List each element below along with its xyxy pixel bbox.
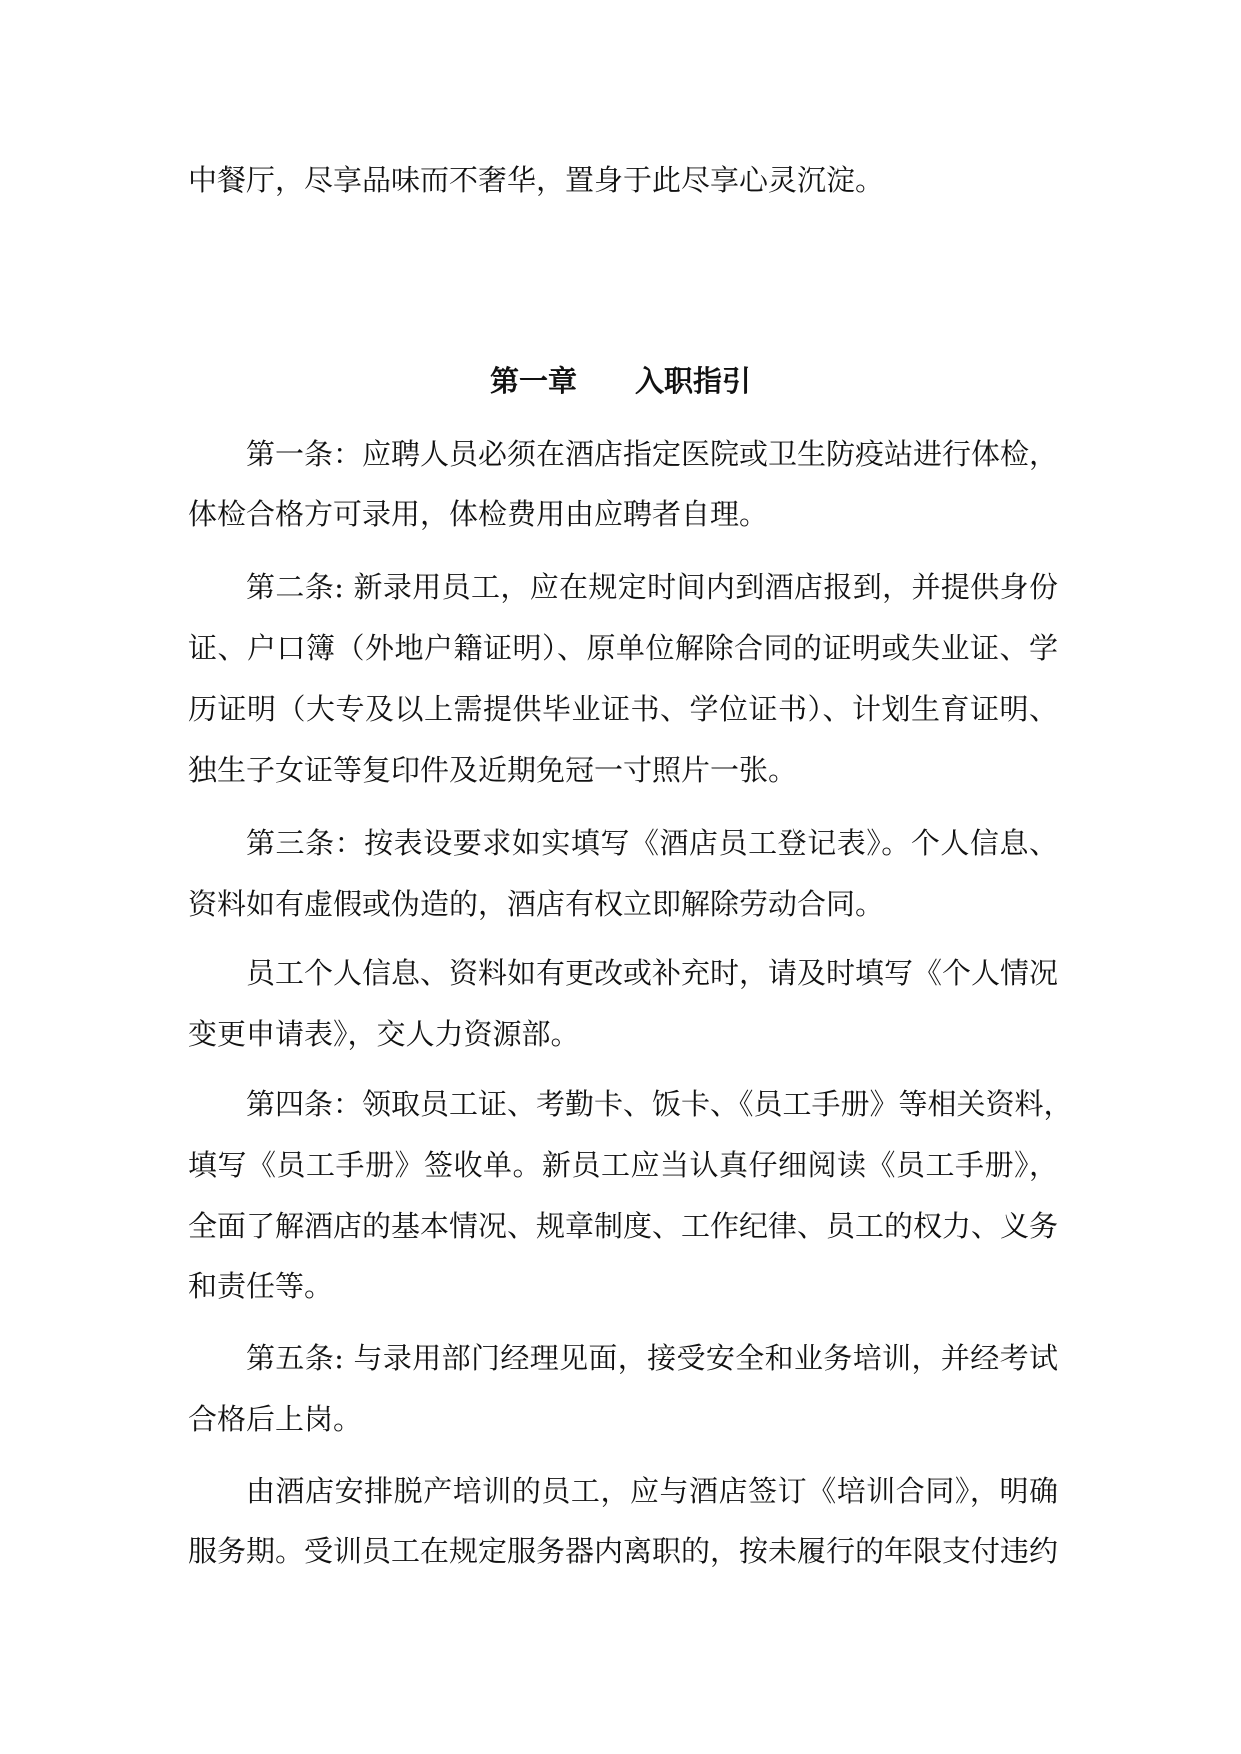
paragraph-6-line-1: 第五条: 与录用部门经理见面，接受安全和业务培训，并经考试 (246, 1341, 1058, 1375)
paragraph-7-line-1: 由酒店安排脱产培训的员工，应与酒店签订《培训合同》，明确 (246, 1474, 1058, 1508)
paragraph-5-line-3: 全面了解酒店的基本情况、规章制度、工作纪律、员工的权力、义务 (188, 1209, 1059, 1243)
intro-tail-line: 中餐厅，尽享品味而不奢华，置身于此尽享心灵沉淀。 (188, 163, 885, 197)
paragraph-5-line-4: 和责任等。 (188, 1269, 334, 1303)
paragraph-1-line-2: 体检合格方可录用，体检费用由应聘者自理。 (188, 497, 769, 531)
paragraph-1-line-1: 第一条：应聘人员必须在酒店指定医院或卫生防疫站进行体检， (246, 437, 1059, 471)
paragraph-6-line-2: 合格后上岗。 (188, 1402, 363, 1436)
paragraph-3-line-1: 第三条：按表设要求如实填写《酒店员工登记表》。个人信息、 (246, 826, 1058, 860)
paragraph-2-line-2: 证、户口簿（外地户籍证明）、原单位解除合同的证明或失业证、学 (188, 631, 1058, 665)
chapter-title: 第一章 入职指引 (489, 364, 751, 398)
paragraph-7-line-2: 服务期。受训员工在规定服务器内离职的，按未履行的年限支付违约 (188, 1534, 1059, 1568)
paragraph-5-line-1: 第四条：领取员工证、考勤卡、饭卡、《员工手册》等相关资料， (246, 1087, 1073, 1121)
paragraph-2-line-1: 第二条: 新录用员工，应在规定时间内到酒店报到，并提供身份 (246, 570, 1058, 604)
paragraph-3-line-2: 资料如有虚假或伪造的，酒店有权立即解除劳动合同。 (188, 887, 885, 921)
paragraph-4-line-2: 变更申请表》，交人力资源部。 (188, 1017, 580, 1051)
paragraph-5-line-2: 填写《员工手册》签收单。新员工应当认真仔细阅读《员工手册》， (188, 1148, 1058, 1182)
paragraph-4-line-1: 员工个人信息、资料如有更改或补充时，请及时填写《个人情况 (246, 956, 1059, 990)
paragraph-2-line-3: 历证明（大专及以上需提供毕业证书、学位证书）、计划生育证明、 (188, 692, 1058, 726)
paragraph-2-line-4: 独生子女证等复印件及近期免冠一寸照片一张。 (188, 753, 798, 787)
